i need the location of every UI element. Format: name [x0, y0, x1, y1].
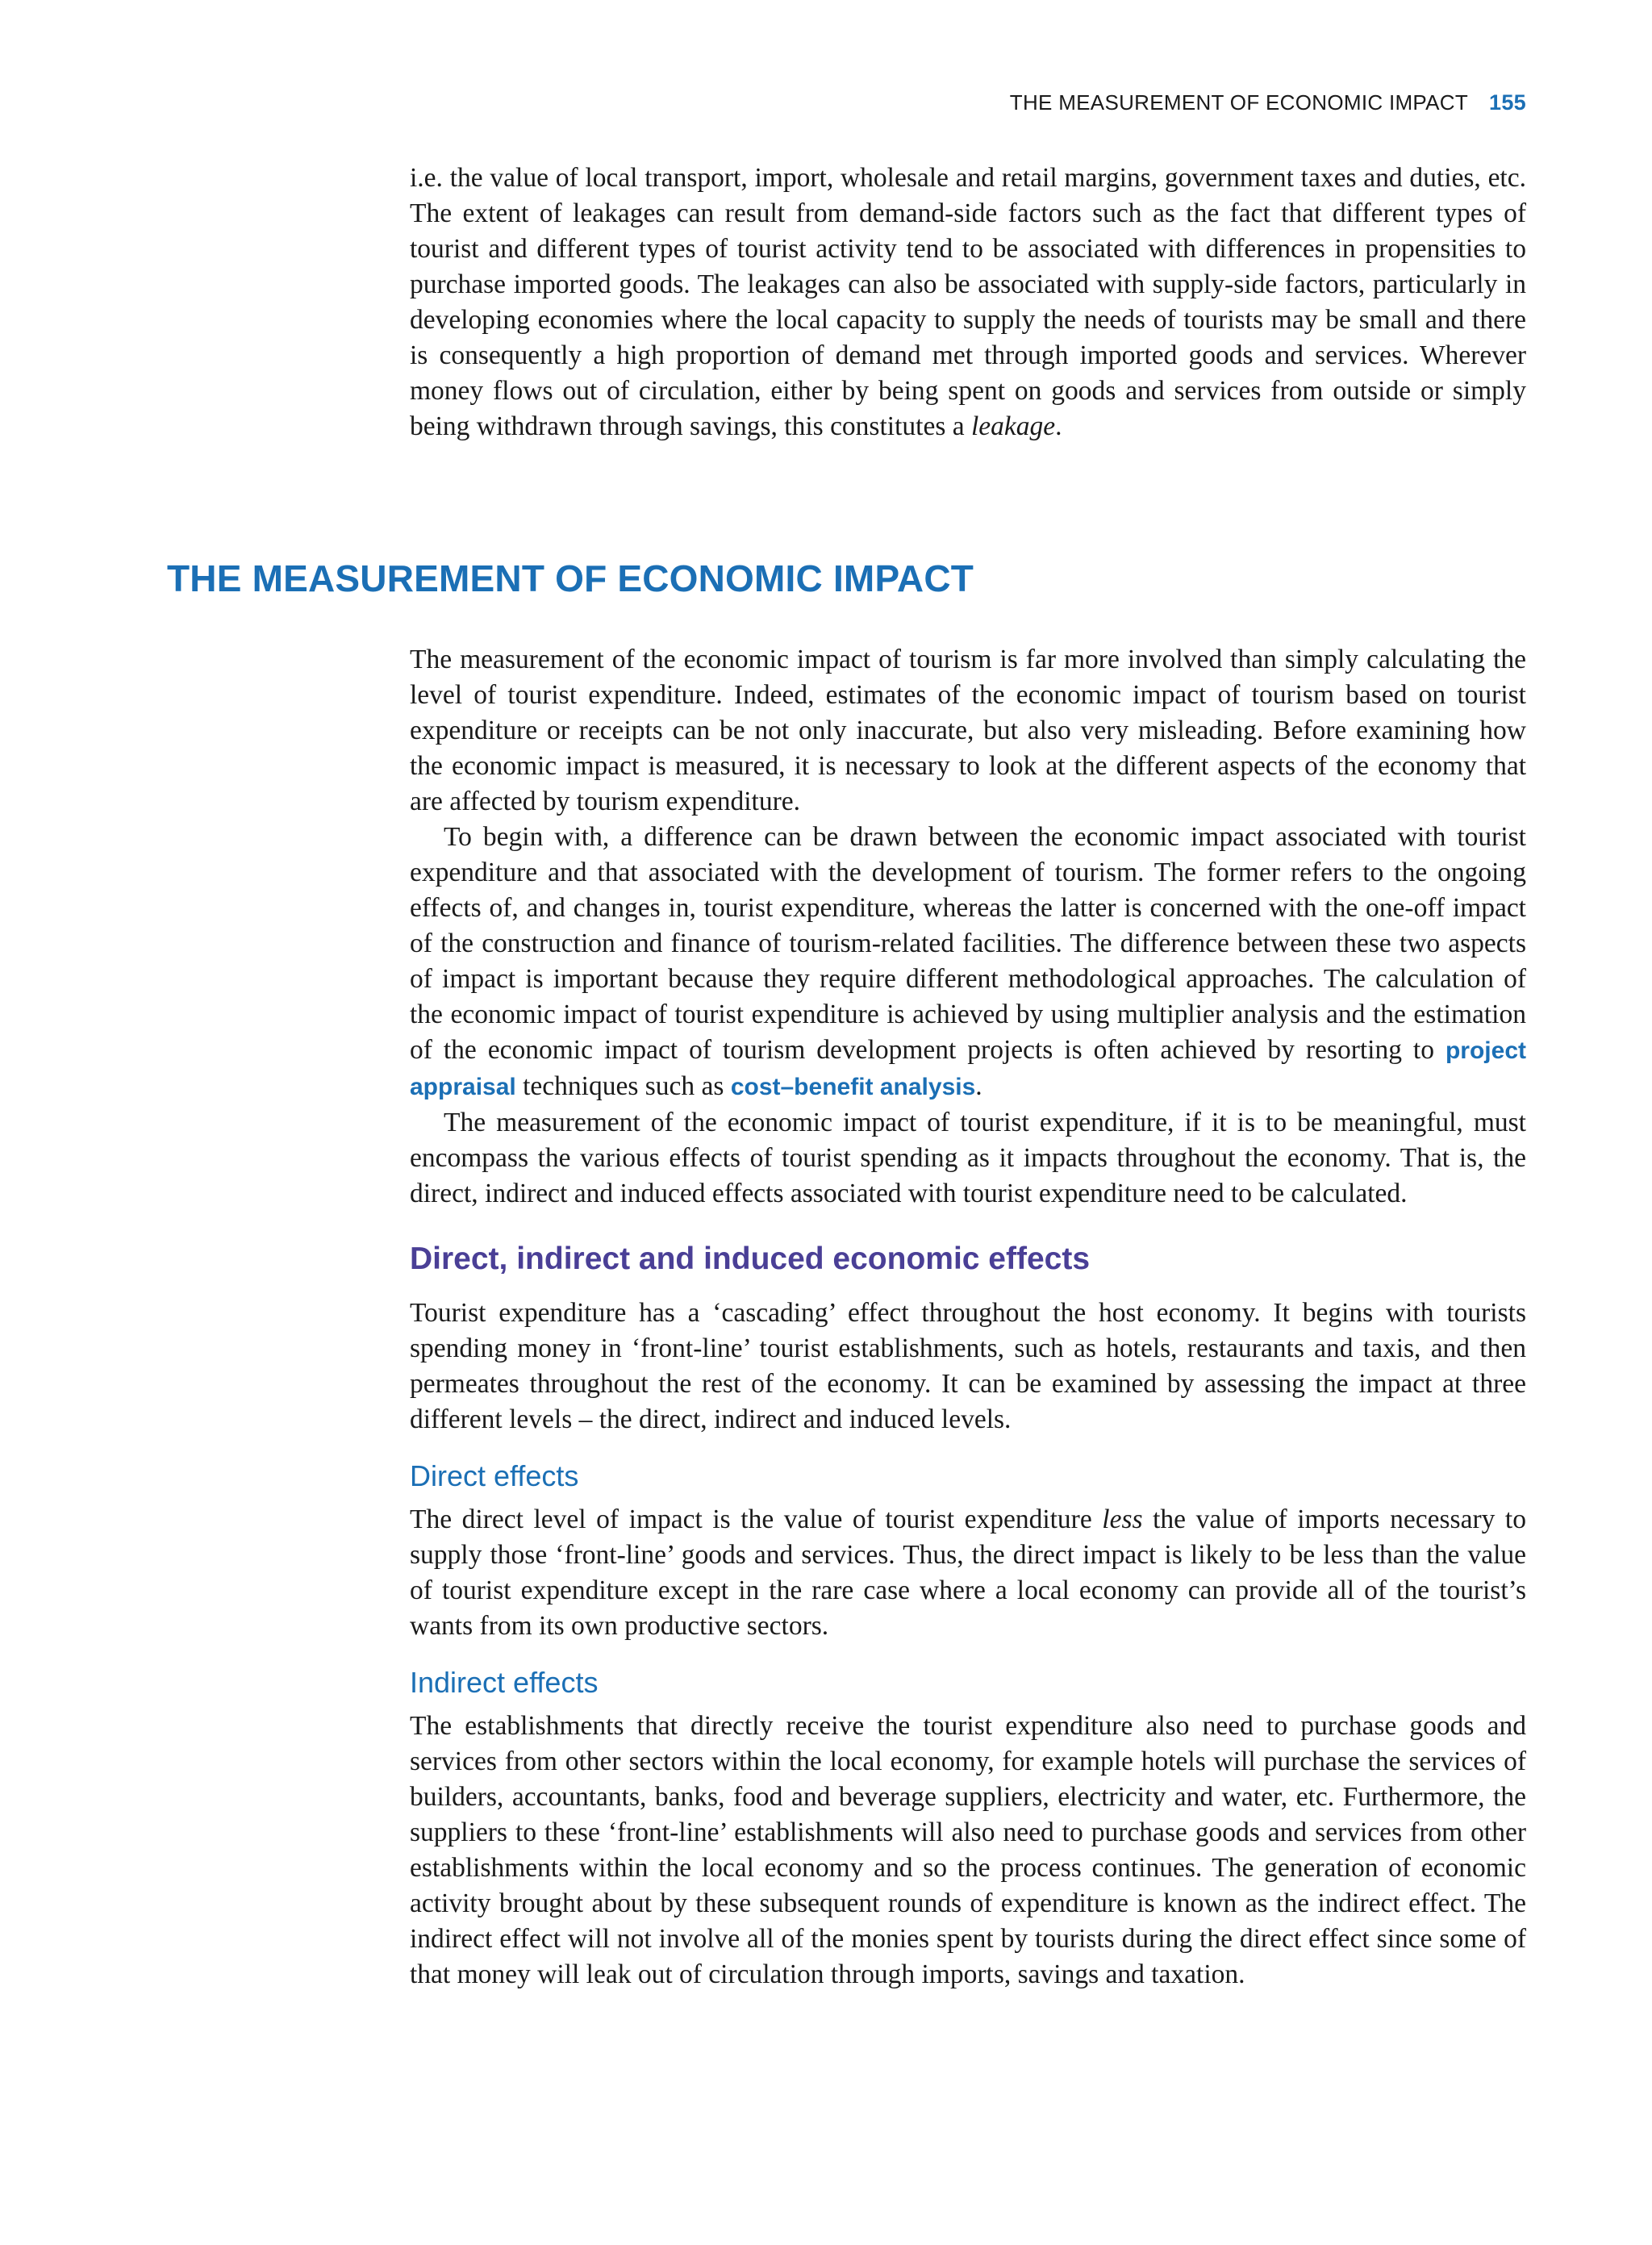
running-title: THE MEASUREMENT OF ECONOMIC IMPACT	[1009, 90, 1469, 115]
indirect-effects-paragraph: The establishments that directly receive the tourist expenditure also need to purchase goods and services from other sectors within the local economy, for example hotels will purchase the services of builders, accountants, banks, food and beverage suppliers, electricity and water, etc. Furthermore, the suppliers to these ‘front-line’ establishments will also need to purchase goods and services from other establishments within the local economy and so the process continues. The generation of economic activity brought about by these subsequent rounds of expenditure is known as the indirect effect. The indirect effect will not involve all of the monies spent by tourists during the direct effect since some of that money will leak out of circulation through imports, savings and taxation.	[410, 1711, 1526, 1989]
less-emphasis: less	[1102, 1504, 1143, 1534]
section-body	[410, 642, 1526, 1993]
page-number: 155	[1489, 90, 1526, 115]
subsection-paragraph: Tourist expenditure has a ‘cascading’ effect throughout the host economy. It begins with tourists spending money in ‘front-line’ tourist establishments, such as hotels, restaurants and taxis, and then permeates throughout the rest of the economy. It can be examined by assessing the impact at three different levels – the direct, indirect and induced levels.	[410, 1298, 1526, 1434]
section-paragraph-1: The measurement of the economic impact of tourism is far more involved than simply calculating the level of tourist expenditure. Indeed, estimates of the economic impact of tourism based on tourist expenditure or receipts can be not only inaccurate, but also very misleading. Before examining how the economic impact is measured, it is necessary to look at the different aspects of the economy that are affected by tourism expenditure.	[410, 645, 1526, 816]
running-head	[1010, 90, 1526, 115]
subsection-heading: Direct, indirect and induced economic effects	[410, 1241, 1091, 1276]
keyword-cost-benefit-analysis[interactable]: cost–benefit analysis	[730, 1074, 976, 1100]
top-paragraph	[410, 161, 1526, 444]
leakage-emphasis: leakage	[970, 411, 1056, 441]
direct-effects-heading: Direct effects	[410, 1459, 579, 1492]
section-paragraph-2: To begin with, a difference can be drawn between the economic impact associated with tourist expenditure and that associated with the development of tourism. The former refers to the ongoing effects of, and changes in, tourist expenditure, whereas the latter is concerned with the one-off impact of the construction and finance of tourism-related facilities. The difference between these two aspects of impact is important because they require different methodological approaches. The calculation of the economic impact of tourist expenditure is achieved by using multiplier analysis and the estimation of the economic impact of tourism development projects is often achieved by resorting to project appraisal techniques such as cost–benefit analysis.	[410, 822, 1526, 1101]
top-paragraph-text: i.e. the value of local transport, import, wholesale and retail margins, government taxes and duties, etc. The extent of leakages can result from demand-side factors such as the fact that different types of tourist and different types of tourist activity tend to be associated with differences in propensities to purchase imported goods. The leakages can also be associated with supply-side factors, particularly in developing economies where the local capacity to supply the needs of tourists may be small and there is consequently a high proportion of demand met through imported goods and services. Wherever money flows out of circulation, either by being spent on goods and services from outside or simply being withdrawn through savings, this constitutes a	[410, 163, 1526, 441]
section-paragraph-3: The measurement of the economic impact of tourist expenditure, if it is to be meaningful, must encompass the various effects of tourist spending as it impacts throughout the economy. That is, the direct, indirect and induced effects associated with tourist expenditure need to be calculated.	[410, 1108, 1526, 1208]
direct-effects-paragraph: The direct level of impact is the value of tourist expenditure less the value of imports necessary to supply those ‘front-line’ goods and services. Thus, the direct impact is likely to be less than the value of tourist expenditure except in the rare case where a local economy can provide all of the tourist’s wants from its own productive sectors.	[410, 1504, 1526, 1641]
keyword-project-appraisal[interactable]: project appraisal	[410, 1037, 1526, 1100]
top-paragraph-block	[410, 161, 1526, 444]
top-paragraph-end: .	[1055, 411, 1062, 441]
section-heading: THE MEASUREMENT OF ECONOMIC IMPACT	[167, 557, 974, 599]
indirect-effects-heading: Indirect effects	[410, 1666, 599, 1699]
